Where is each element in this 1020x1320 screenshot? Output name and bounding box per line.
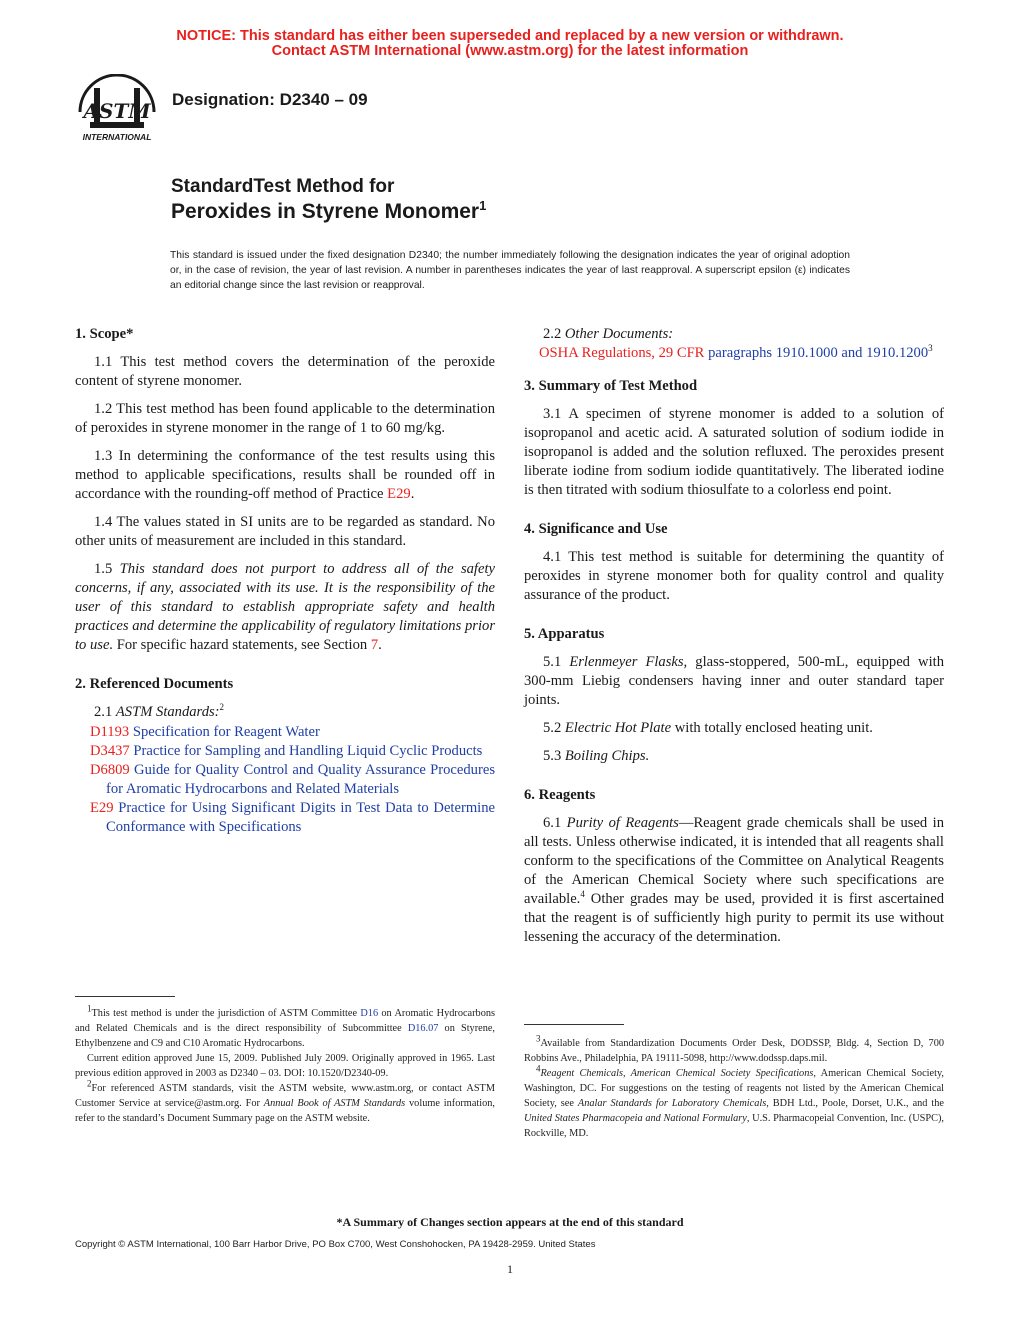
link-section-7[interactable]: 7: [370, 637, 379, 653]
fn2-annual-book: Annual Book of ASTM Standards: [263, 1098, 406, 1109]
footnote-3: [524, 1033, 944, 1066]
right-column: [524, 325, 944, 956]
title-line-2: [171, 200, 486, 224]
fn4-reagent-chemicals: Reagent Chemicals, American Chemical Society Specifications: [540, 1068, 814, 1079]
para-1-1: 1.1 This test method covers the determination of the peroxide content of styrene monomer.: [75, 354, 495, 389]
fn1-marker: 1: [87, 1003, 92, 1014]
para-2-1: [75, 703, 495, 722]
title-footnote-ref[interactable]: 1: [479, 198, 487, 213]
para-2-2: [524, 325, 944, 344]
notice-line-2: Contact ASTM International (www.astm.org) for the latest information: [271, 43, 749, 59]
ref-code[interactable]: D1193: [90, 724, 130, 740]
notice-line-1: NOTICE: This standard has either been superseded and replaced by a new version or withdrawn.: [176, 28, 844, 44]
fn3-marker: 3: [536, 1033, 541, 1044]
designation: Designation: D2340 – 09: [172, 90, 368, 109]
para-5-1: [524, 653, 944, 710]
footnote-ref-4[interactable]: 4: [580, 889, 585, 900]
para-5-1-num: 5.1: [543, 654, 570, 670]
para-3-1: 3.1 A specimen of styrene monomer is added to a solution of isopropanol and acetic acid. A saturated solution of sodium iodide in isopropanol is added and the solution refluxed. The peroxides present liberate iodine from sodium iodide quantitatively. The liberated iodine is then titrated with sodium thiosulfate to a colorless end point.: [524, 406, 944, 498]
astm-standards-label: ASTM Standards:: [115, 704, 220, 720]
logo-subtitle: INTERNATIONAL: [82, 132, 152, 142]
para-2-1-num: 2.1: [94, 704, 116, 720]
footnote-4: [524, 1063, 944, 1141]
para-2-2-num: 2.2: [543, 326, 565, 342]
ref-code[interactable]: D3437: [90, 743, 130, 759]
link-d16-07[interactable]: D16.07: [407, 1023, 439, 1034]
left-column: [75, 325, 495, 837]
astm-logo-icon: [72, 74, 162, 146]
electric-hot-plate: Electric Hot Plate: [564, 720, 672, 736]
section-5-heading: 5. Apparatus: [524, 626, 605, 642]
logo-letters: ASTM: [83, 99, 151, 123]
ref-title[interactable]: Guide for Quality Control and Quality Assurance Procedures for Aromatic Hydrocarbons and Related Materials: [106, 762, 495, 797]
fn4-pharmacopeia: United States Pharmacopeia and National Formulary: [524, 1113, 747, 1124]
safety-statement: This standard does not purport to address all of the safety concerns, if any, associated with its use. It is the responsibility of the user of this standard to establish appropriate safety and health practices and determine the applicability of regulatory limitations prior to use.: [75, 561, 495, 653]
footnote-ref-2[interactable]: 2: [219, 702, 225, 713]
fn4-text-a: , American Chemical Society, Washington, DC. For suggestions on the testing of reagents not listed by the American Chemical Society, see: [524, 1068, 944, 1109]
ref-code[interactable]: E29: [90, 800, 114, 816]
fn2-text-a: For referenced ASTM standards, visit the ASTM website, www.astm.org, or contact ASTM Customer Service at service@astm.org. For: [75, 1083, 495, 1109]
para-1-5-num: 1.5: [94, 561, 120, 577]
other-documents-label: Other Documents:: [564, 326, 674, 342]
para-1-3-text: 1.3 In determining the conformance of the test results using this method to applicable specifications, results shall be rounded off in accordance with the rounding-off method of Practice: [75, 448, 495, 502]
osha-regulations[interactable]: OSHA Regulations, 29 CFR: [539, 345, 705, 361]
section-1-heading: 1. Scope*: [75, 326, 134, 342]
copyright: Copyright © ASTM International, 100 Barr Harbor Drive, PO Box C700, West Conshohocken, PA 19428-2959. United States: [75, 1239, 596, 1250]
footnotes-left: [75, 1003, 495, 1126]
para-1-5-end: .: [378, 637, 382, 653]
para-5-2-num: 5.2: [543, 720, 565, 736]
footnote-1-edition: Current edition approved June 15, 2009. Published July 2009. Originally approved in 1965. Last previous edition approved in 2003 as D2340 – 03. DOI: 10.1520/D2340-09.: [75, 1053, 495, 1079]
fn4-text-c: , U.S. Pharmacopeial Convention, Inc. (USPC), Rockville, MD.: [524, 1113, 944, 1139]
fn1-text-a: This test method is under the jurisdiction of ASTM Committee: [91, 1008, 361, 1019]
fn4-marker: 4: [536, 1063, 541, 1074]
para-4-1: 4.1 This test method is suitable for determining the quantity of peroxides in styrene monomer both for quality control and quality assurance of the product.: [524, 549, 944, 603]
page-number: 1: [507, 1262, 513, 1276]
link-d16[interactable]: D16: [360, 1008, 379, 1019]
intro-paragraph: This standard is issued under the fixed designation D2340; the number immediately following the designation indicates the year of original adoption or, in the case of revision, the year of last revision. A number in parentheses indicates the year of last reapproval. A superscript epsilon (ε) indicates an editorial change since the last revision or reapproval.: [170, 250, 850, 291]
para-5-3: [524, 747, 944, 766]
para-6-1-num: 6.1: [543, 815, 567, 831]
ref-e29: [75, 799, 495, 837]
para-1-5: [75, 560, 495, 655]
footnotes-right: [524, 1033, 944, 1141]
ref-title[interactable]: Practice for Using Significant Digits in Test Data to Determine Conformance with Specifications: [106, 800, 495, 835]
link-e29[interactable]: E29: [387, 486, 411, 502]
fn2-marker: 2: [87, 1078, 92, 1089]
para-6-1-text-b: Other grades may be used, provided it is first ascertained that the reagent is of sufficiently high purity to permit its use without lessening the accuracy of the determination.: [524, 891, 944, 945]
footnote-1: [75, 1003, 495, 1051]
footnote-2: [75, 1078, 495, 1126]
footnote-rule-right: [524, 1024, 624, 1025]
astm-logo: [72, 74, 162, 146]
para-1-3-end: .: [410, 486, 415, 502]
fn4-analar: Analar Standards for Laboratory Chemicals: [577, 1098, 767, 1109]
fn2-text-b: volume information, refer to the standard’s Document Summary page on the ASTM website.: [75, 1098, 495, 1124]
para-5-2-text: with totally enclosed heating unit.: [671, 720, 873, 736]
title-line-1: StandardTest Method for: [171, 176, 395, 197]
osha-paragraphs[interactable]: paragraphs 1910.1000 and 1910.1200: [704, 345, 929, 361]
section-6-heading: 6. Reagents: [524, 787, 596, 803]
ref-title[interactable]: Specification for Reagent Water: [129, 724, 320, 740]
para-6-1: [524, 814, 944, 947]
erlenmeyer-flasks: Erlenmeyer Flasks,: [569, 654, 688, 670]
para-5-2: [524, 719, 944, 738]
ref-code[interactable]: D6809: [90, 762, 130, 778]
ref-osha: [524, 344, 944, 363]
para-1-3: [75, 447, 495, 504]
ref-d3437: [75, 742, 495, 761]
title-main: Peroxides in Styrene Monomer: [171, 200, 480, 223]
ref-title[interactable]: Practice for Sampling and Handling Liquid Cyclic Products: [129, 743, 483, 759]
summary-of-changes-note: *A Summary of Changes section appears at the end of this standard: [336, 1215, 684, 1229]
para-1-5-text: For specific hazard statements, see Section: [113, 637, 371, 653]
para-5-1-text: glass-stoppered, 500-mL, equipped with 300-mm Liebig condensers having inner and outer standard taper joints.: [524, 654, 944, 708]
fn4-text-b: , BDH Ltd., Poole, Dorset, U.K., and the: [766, 1098, 944, 1109]
boiling-chips: Boiling Chips.: [564, 748, 650, 764]
ref-d6809: [75, 761, 495, 799]
para-1-2: 1.2 This test method has been found applicable to the determination of peroxides in styrene monomer in the range of 1 to 60 mg/kg.: [75, 401, 495, 436]
para-5-3-num: 5.3: [543, 748, 565, 764]
footnote-ref-3[interactable]: 3: [928, 343, 933, 354]
fn1-text-c: on Styrene, Ethylbenzene and C9 and C10 Aromatic Hydrocarbons.: [75, 1023, 495, 1049]
fn3-text: Available from Standardization Documents Order Desk, DODSSP, Bldg. 4, Section D, 700 Robbins Ave., Philadelphia, PA 19111-5098, http://www.dodssp.daps.mil.: [524, 1038, 944, 1064]
purity-of-reagents: Purity of Reagents: [566, 815, 679, 831]
para-6-1-text-a: —Reagent grade chemicals shall be used in all tests. Unless otherwise indicated, it is intended that all reagents shall conform to the specifications of the Committee on Analytical Reagents of the American Chemical Society where such specifications are available.: [524, 815, 944, 907]
section-2-heading: 2. Referenced Documents: [75, 676, 234, 692]
para-1-4: 1.4 The values stated in SI units are to be regarded as standard. No other units of measurement are included in this standard.: [75, 514, 495, 549]
ref-d1193: [75, 723, 495, 742]
section-4-heading: 4. Significance and Use: [524, 521, 668, 537]
section-3-heading: 3. Summary of Test Method: [524, 378, 698, 394]
footnote-rule-left: [75, 996, 175, 997]
fn1-text-b: on Aromatic Hydrocarbons and Related Chemicals and is the direct responsibility of Subcommittee: [75, 1008, 495, 1034]
